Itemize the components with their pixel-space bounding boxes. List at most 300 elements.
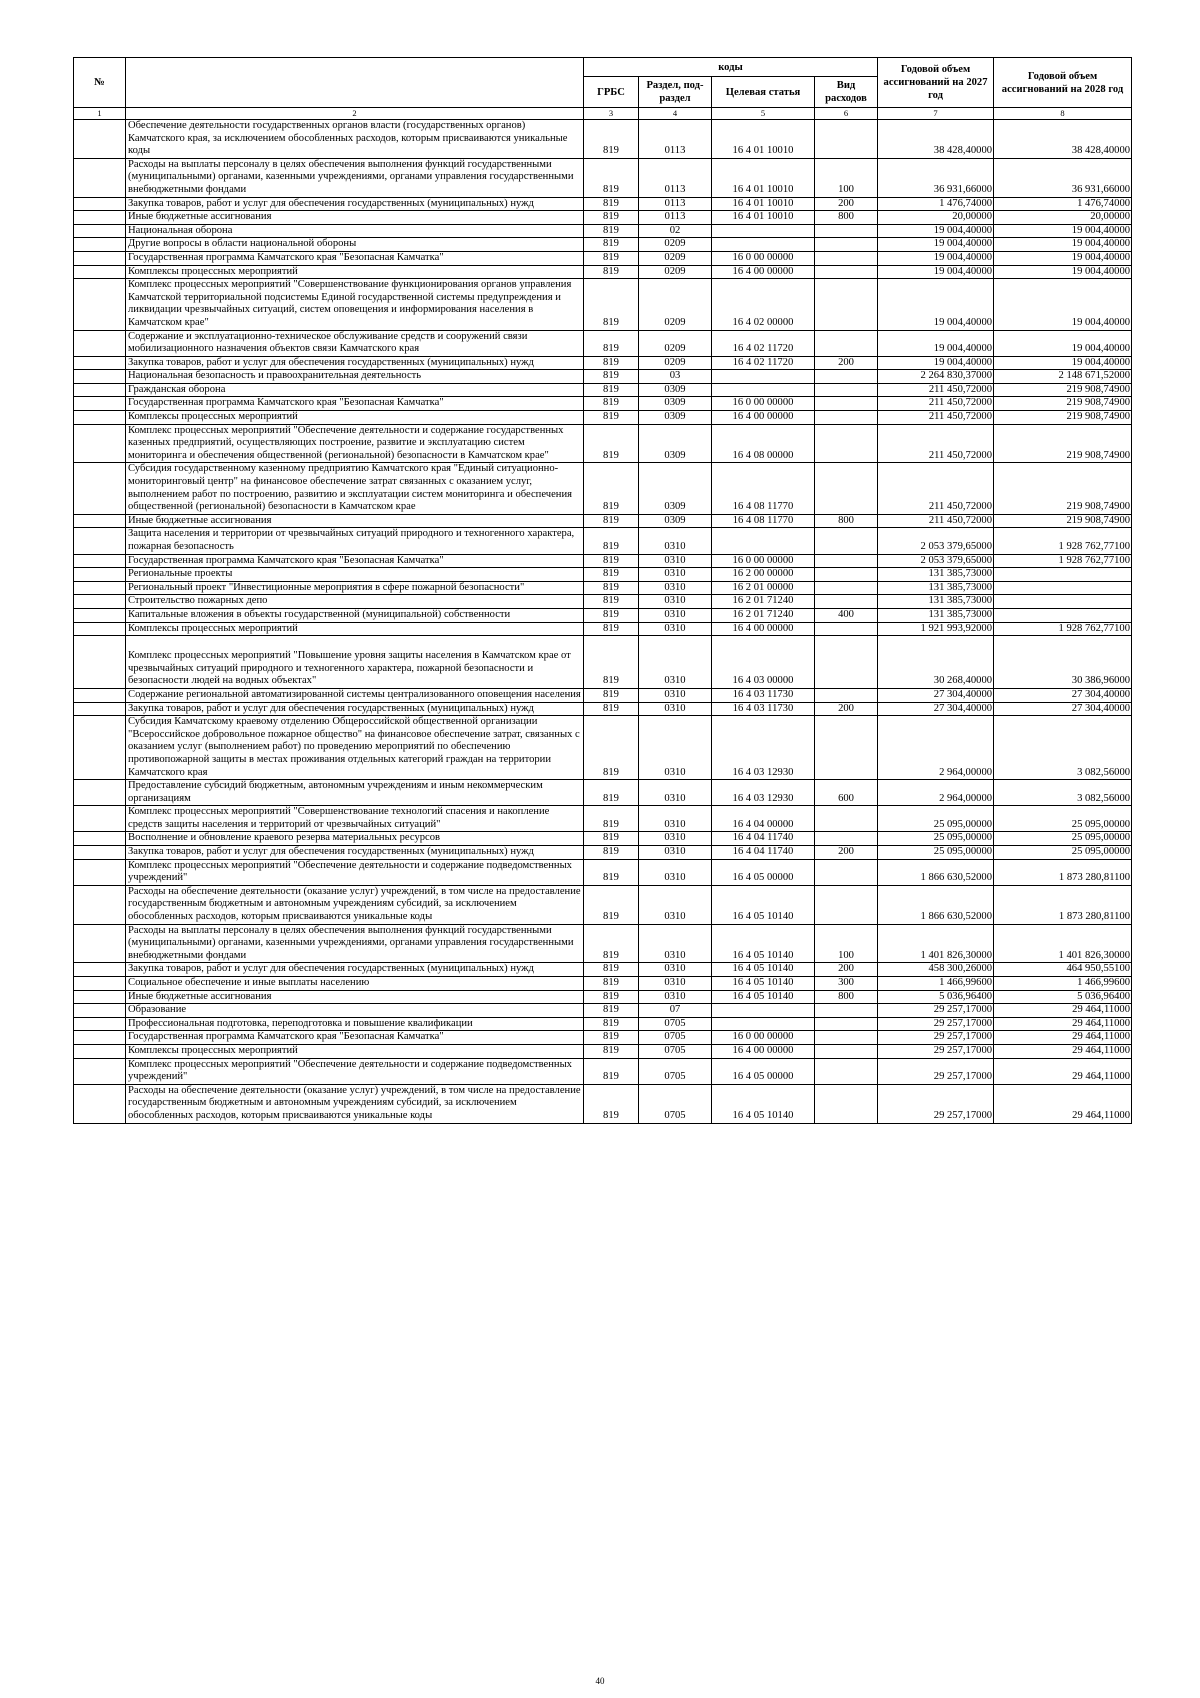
expense-name: Профессиональная подготовка, переподготовка и повышение квалификации <box>126 1017 584 1031</box>
grbs-code: 819 <box>584 528 639 554</box>
expense-name: Иные бюджетные ассигнования <box>126 211 584 225</box>
expense-type-code <box>815 370 878 384</box>
expense-type-code <box>815 120 878 159</box>
amount-2028: 29 464,11000 <box>994 1017 1132 1031</box>
amount-2027: 38 428,40000 <box>878 120 994 159</box>
amount-2028: 19 004,40000 <box>994 330 1132 356</box>
target-article-code: 16 4 02 11720 <box>712 330 815 356</box>
expense-type-code: 600 <box>815 780 878 806</box>
row-number <box>74 636 126 689</box>
table-row <box>74 688 1132 702</box>
amount-2027: 131 385,73000 <box>878 608 994 622</box>
expense-type-code <box>815 383 878 397</box>
amount-2028 <box>994 581 1132 595</box>
section-code: 0310 <box>639 622 712 636</box>
target-article-code: 16 4 05 00000 <box>712 1058 815 1084</box>
grbs-code: 819 <box>584 383 639 397</box>
row-number <box>74 990 126 1004</box>
section-code: 07 <box>639 1004 712 1018</box>
grbs-code: 819 <box>584 832 639 846</box>
expense-name: Обеспечение деятельности государственных органов власти (государственных органов) Камчатского края, за исключением обособленных расходов, которым присваиваются уникальные коды <box>126 120 584 159</box>
amount-2028: 29 464,11000 <box>994 1058 1132 1084</box>
row-number <box>74 224 126 238</box>
expense-name: Социальное обеспечение и иные выплаты населению <box>126 977 584 991</box>
grbs-code: 819 <box>584 411 639 425</box>
grbs-code: 819 <box>584 568 639 582</box>
target-article-code: 16 4 00 00000 <box>712 1044 815 1058</box>
target-article-code: 16 4 01 10010 <box>712 158 815 197</box>
section-code: 0310 <box>639 608 712 622</box>
table-row <box>74 158 1132 197</box>
target-article-code <box>712 1017 815 1031</box>
target-article-code: 16 0 00 00000 <box>712 251 815 265</box>
amount-2027: 5 036,96400 <box>878 990 994 1004</box>
table-row <box>74 330 1132 356</box>
grbs-code: 819 <box>584 885 639 924</box>
row-number <box>74 1044 126 1058</box>
grbs-code: 819 <box>584 1044 639 1058</box>
section-code: 0209 <box>639 238 712 252</box>
expense-name: Образование <box>126 1004 584 1018</box>
table-row <box>74 397 1132 411</box>
amount-2028: 29 464,11000 <box>994 1084 1132 1123</box>
grbs-code: 819 <box>584 554 639 568</box>
section-code: 0705 <box>639 1084 712 1123</box>
expense-name: Комплекс процессных мероприятий "Обеспечение деятельности и содержание подведомственных учреждений" <box>126 1058 584 1084</box>
section-code: 0310 <box>639 832 712 846</box>
table-row <box>74 636 1132 689</box>
expense-name: Расходы на обеспечение деятельности (оказание услуг) учреждений, в том числе на предоставление государственным бюджетным и автономным учреждениям субсидий, за исключением обособленных расходов, которым присваиваются уникальные коды <box>126 885 584 924</box>
amount-2027: 25 095,00000 <box>878 806 994 832</box>
expense-name: Комплекс процессных мероприятий "Повышение уровня защиты населения в Камчатском крае от чрезвычайных ситуаций природного и техногенного характера, пожарной безопасности и безопасности людей на водных объектах" <box>126 636 584 689</box>
target-article-code: 16 4 03 11730 <box>712 688 815 702</box>
expense-name: Восполнение и обновление краевого резерва материальных ресурсов <box>126 832 584 846</box>
amount-2028: 219 908,74900 <box>994 463 1132 514</box>
amount-2028: 1 401 826,30000 <box>994 924 1132 963</box>
table-row <box>74 846 1132 860</box>
table-row <box>74 1004 1132 1018</box>
amount-2027: 29 257,17000 <box>878 1017 994 1031</box>
expense-type-code: 200 <box>815 963 878 977</box>
amount-2028: 29 464,11000 <box>994 1004 1132 1018</box>
amount-2027: 131 385,73000 <box>878 568 994 582</box>
row-number <box>74 158 126 197</box>
amount-2028: 3 082,56000 <box>994 780 1132 806</box>
expense-name: Комплекс процессных мероприятий "Обеспечение деятельности и содержание государственных казенных предприятий, осуществляющих построение, развитие и эксплуатацию систем мониторинга и обеспечения общественной (региональной) безопасности в Камчатском крае" <box>126 424 584 463</box>
expense-name: Содержание региональной автоматизированной системы централизованного оповещения населения <box>126 688 584 702</box>
amount-2028: 19 004,40000 <box>994 251 1132 265</box>
amount-2027: 29 257,17000 <box>878 1044 994 1058</box>
target-article-code: 16 4 03 12930 <box>712 780 815 806</box>
section-code: 0310 <box>639 977 712 991</box>
target-article-code: 16 2 00 00000 <box>712 568 815 582</box>
target-article-code: 16 4 05 10140 <box>712 990 815 1004</box>
target-article-code: 16 4 05 00000 <box>712 859 815 885</box>
expense-name: Расходы на обеспечение деятельности (оказание услуг) учреждений, в том числе на предоставление государственным бюджетным и автономным учреждениям субсидий, за исключением обособленных расходов, которым присваиваются уникальные коды <box>126 1084 584 1123</box>
table-row <box>74 924 1132 963</box>
expense-type-code <box>815 1084 878 1123</box>
section-code: 0209 <box>639 330 712 356</box>
column-number: 2 <box>126 108 584 120</box>
expense-type-code: 200 <box>815 846 878 860</box>
column-number-row <box>74 108 1132 120</box>
budget-table <box>73 57 1132 1124</box>
section-code: 0310 <box>639 528 712 554</box>
expense-type-code <box>815 279 878 330</box>
amount-2028: 19 004,40000 <box>994 265 1132 279</box>
table-row <box>74 1017 1132 1031</box>
table-row <box>74 1031 1132 1045</box>
amount-2028: 219 908,74900 <box>994 397 1132 411</box>
expense-name: Закупка товаров, работ и услуг для обеспечения государственных (муниципальных) нужд <box>126 356 584 370</box>
table-row <box>74 806 1132 832</box>
expense-name: Гражданская оборона <box>126 383 584 397</box>
amount-2027: 19 004,40000 <box>878 224 994 238</box>
grbs-code: 819 <box>584 1017 639 1031</box>
header-year-2027: Годовой объем ассигнований на 2027 год <box>878 58 994 108</box>
table-row <box>74 859 1132 885</box>
target-article-code: 16 0 00 00000 <box>712 1031 815 1045</box>
section-code: 03 <box>639 370 712 384</box>
amount-2028: 36 931,66000 <box>994 158 1132 197</box>
grbs-code: 819 <box>584 636 639 689</box>
amount-2028: 3 082,56000 <box>994 716 1132 780</box>
row-number <box>74 370 126 384</box>
target-article-code: 16 4 04 11740 <box>712 846 815 860</box>
grbs-code: 819 <box>584 1031 639 1045</box>
grbs-code: 819 <box>584 158 639 197</box>
header-section: Раздел, под-раздел <box>639 77 712 108</box>
target-article-code: 16 4 05 10140 <box>712 977 815 991</box>
amount-2028: 1 476,74000 <box>994 197 1132 211</box>
expense-type-code <box>815 885 878 924</box>
expense-name: Национальная оборона <box>126 224 584 238</box>
grbs-code: 819 <box>584 424 639 463</box>
row-number <box>74 424 126 463</box>
section-code: 0705 <box>639 1031 712 1045</box>
grbs-code: 819 <box>584 211 639 225</box>
table-row <box>74 211 1132 225</box>
column-number: 6 <box>815 108 878 120</box>
grbs-code: 819 <box>584 977 639 991</box>
amount-2028: 25 095,00000 <box>994 846 1132 860</box>
row-number <box>74 806 126 832</box>
target-article-code <box>712 1004 815 1018</box>
expense-name: Иные бюджетные ассигнования <box>126 514 584 528</box>
expense-type-code <box>815 265 878 279</box>
section-code: 0310 <box>639 780 712 806</box>
amount-2027: 2 964,00000 <box>878 716 994 780</box>
page-number: 40 <box>595 1676 605 1686</box>
header-expense-type: Вид расходов <box>815 77 878 108</box>
expense-type-code <box>815 688 878 702</box>
target-article-code: 16 4 00 00000 <box>712 411 815 425</box>
amount-2027: 25 095,00000 <box>878 846 994 860</box>
amount-2028: 219 908,74900 <box>994 424 1132 463</box>
section-code: 0113 <box>639 197 712 211</box>
grbs-code: 819 <box>584 463 639 514</box>
expense-name: Защита населения и территории от чрезвычайных ситуаций природного и техногенного характера, пожарная безопасность <box>126 528 584 554</box>
row-number <box>74 238 126 252</box>
expense-type-code: 200 <box>815 356 878 370</box>
table-row <box>74 224 1132 238</box>
expense-type-code <box>815 1031 878 1045</box>
target-article-code: 16 4 01 10010 <box>712 197 815 211</box>
section-code: 0113 <box>639 120 712 159</box>
grbs-code: 819 <box>584 279 639 330</box>
grbs-code: 819 <box>584 622 639 636</box>
grbs-code: 819 <box>584 581 639 595</box>
amount-2027: 27 304,40000 <box>878 688 994 702</box>
row-number <box>74 832 126 846</box>
table-row <box>74 1084 1132 1123</box>
amount-2027: 211 450,72000 <box>878 397 994 411</box>
amount-2028 <box>994 568 1132 582</box>
expense-name: Государственная программа Камчатского края "Безопасная Камчатка" <box>126 397 584 411</box>
amount-2027: 27 304,40000 <box>878 702 994 716</box>
row-number <box>74 581 126 595</box>
expense-name: Содержание и эксплуатационно-техническое обслуживание средств и сооружений связи мобилизационного назначения объектов связи Камчатского края <box>126 330 584 356</box>
table-row <box>74 595 1132 609</box>
section-code: 0209 <box>639 265 712 279</box>
grbs-code: 819 <box>584 859 639 885</box>
amount-2027: 19 004,40000 <box>878 356 994 370</box>
row-number <box>74 279 126 330</box>
row-number <box>74 780 126 806</box>
expense-name: Комплекс процессных мероприятий "Обеспечение деятельности и содержание подведомственных учреждений" <box>126 859 584 885</box>
expense-type-code: 100 <box>815 924 878 963</box>
section-code: 0209 <box>639 356 712 370</box>
grbs-code: 819 <box>584 265 639 279</box>
table-row <box>74 197 1132 211</box>
row-number <box>74 251 126 265</box>
row-number <box>74 397 126 411</box>
table-row <box>74 1044 1132 1058</box>
row-number <box>74 622 126 636</box>
section-code: 0309 <box>639 514 712 528</box>
row-number <box>74 1058 126 1084</box>
section-code: 0310 <box>639 688 712 702</box>
table-row <box>74 622 1132 636</box>
target-article-code <box>712 370 815 384</box>
expense-type-code <box>815 716 878 780</box>
row-number <box>74 528 126 554</box>
expense-name: Закупка товаров, работ и услуг для обеспечения государственных (муниципальных) нужд <box>126 197 584 211</box>
row-number <box>74 977 126 991</box>
section-code: 0310 <box>639 702 712 716</box>
expense-type-code: 800 <box>815 514 878 528</box>
expense-type-code <box>815 581 878 595</box>
amount-2027: 131 385,73000 <box>878 595 994 609</box>
amount-2028: 1 873 280,81100 <box>994 859 1132 885</box>
grbs-code: 819 <box>584 197 639 211</box>
amount-2027: 211 450,72000 <box>878 463 994 514</box>
expense-name: Закупка товаров, работ и услуг для обеспечения государственных (муниципальных) нужд <box>126 702 584 716</box>
expense-name: Комплексы процессных мероприятий <box>126 1044 584 1058</box>
expense-type-code <box>815 397 878 411</box>
target-article-code: 16 4 02 11720 <box>712 356 815 370</box>
row-number <box>74 608 126 622</box>
amount-2027: 25 095,00000 <box>878 832 994 846</box>
amount-2028: 25 095,00000 <box>994 806 1132 832</box>
grbs-code: 819 <box>584 702 639 716</box>
amount-2027: 2 264 830,37000 <box>878 370 994 384</box>
table-row <box>74 702 1132 716</box>
row-number <box>74 885 126 924</box>
section-code: 0310 <box>639 581 712 595</box>
section-code: 0309 <box>639 397 712 411</box>
table-body <box>74 120 1132 1124</box>
expense-type-code <box>815 636 878 689</box>
expense-name: Другие вопросы в области национальной обороны <box>126 238 584 252</box>
row-number <box>74 716 126 780</box>
target-article-code: 16 4 03 12930 <box>712 716 815 780</box>
section-code: 0705 <box>639 1044 712 1058</box>
table-row <box>74 383 1132 397</box>
expense-type-code <box>815 411 878 425</box>
section-code: 0309 <box>639 383 712 397</box>
table-row <box>74 251 1132 265</box>
expense-name: Региональный проект "Инвестиционные мероприятия в сфере пожарной безопасности" <box>126 581 584 595</box>
target-article-code: 16 4 04 11740 <box>712 832 815 846</box>
expense-type-code: 200 <box>815 197 878 211</box>
expense-name: Государственная программа Камчатского края "Безопасная Камчатка" <box>126 251 584 265</box>
row-number <box>74 554 126 568</box>
grbs-code: 819 <box>584 120 639 159</box>
grbs-code: 819 <box>584 238 639 252</box>
amount-2028: 19 004,40000 <box>994 238 1132 252</box>
header-number: № <box>74 58 126 108</box>
row-number <box>74 1031 126 1045</box>
expense-name: Государственная программа Камчатского края "Безопасная Камчатка" <box>126 554 584 568</box>
target-article-code: 16 4 05 10140 <box>712 924 815 963</box>
target-article-code: 16 4 02 00000 <box>712 279 815 330</box>
table-row <box>74 832 1132 846</box>
target-article-code: 16 4 00 00000 <box>712 622 815 636</box>
amount-2027: 211 450,72000 <box>878 383 994 397</box>
table-row <box>74 608 1132 622</box>
expense-type-code <box>815 554 878 568</box>
amount-2028: 219 908,74900 <box>994 411 1132 425</box>
table-row <box>74 238 1132 252</box>
table-row <box>74 581 1132 595</box>
grbs-code: 819 <box>584 780 639 806</box>
amount-2027: 19 004,40000 <box>878 251 994 265</box>
expense-name: Закупка товаров, работ и услуг для обеспечения государственных (муниципальных) нужд <box>126 846 584 860</box>
expense-type-code <box>815 463 878 514</box>
row-number <box>74 846 126 860</box>
amount-2027: 211 450,72000 <box>878 424 994 463</box>
section-code: 02 <box>639 224 712 238</box>
column-number: 3 <box>584 108 639 120</box>
column-number: 4 <box>639 108 712 120</box>
amount-2028 <box>994 595 1132 609</box>
expense-name: Комплексы процессных мероприятий <box>126 265 584 279</box>
table-row <box>74 554 1132 568</box>
grbs-code: 819 <box>584 1058 639 1084</box>
column-number: 5 <box>712 108 815 120</box>
row-number <box>74 924 126 963</box>
section-code: 0310 <box>639 554 712 568</box>
amount-2028: 29 464,11000 <box>994 1044 1132 1058</box>
section-code: 0310 <box>639 963 712 977</box>
section-code: 0310 <box>639 636 712 689</box>
target-article-code: 16 0 00 00000 <box>712 397 815 411</box>
expense-type-code: 800 <box>815 990 878 1004</box>
amount-2027: 2 053 379,65000 <box>878 528 994 554</box>
section-code: 0209 <box>639 251 712 265</box>
table-row <box>74 265 1132 279</box>
amount-2027: 20,00000 <box>878 211 994 225</box>
grbs-code: 819 <box>584 1004 639 1018</box>
row-number <box>74 330 126 356</box>
amount-2027: 29 257,17000 <box>878 1058 994 1084</box>
table-row <box>74 463 1132 514</box>
table-row <box>74 514 1132 528</box>
table-row <box>74 279 1132 330</box>
grbs-code: 819 <box>584 924 639 963</box>
table-row <box>74 356 1132 370</box>
table-row <box>74 528 1132 554</box>
amount-2027: 2 053 379,65000 <box>878 554 994 568</box>
grbs-code: 819 <box>584 514 639 528</box>
expense-name: Расходы на выплаты персоналу в целях обеспечения выполнения функций государственными (муниципальными) органами, казенными учреждениями, органами управления государственными внебюджетными фондами <box>126 158 584 197</box>
row-number <box>74 265 126 279</box>
grbs-code: 819 <box>584 356 639 370</box>
amount-2028: 30 386,96000 <box>994 636 1132 689</box>
grbs-code: 819 <box>584 251 639 265</box>
amount-2027: 19 004,40000 <box>878 265 994 279</box>
row-number <box>74 514 126 528</box>
amount-2028 <box>994 608 1132 622</box>
expense-type-code <box>815 251 878 265</box>
amount-2028: 2 148 671,52000 <box>994 370 1132 384</box>
grbs-code: 819 <box>584 224 639 238</box>
expense-name: Комплексы процессных мероприятий <box>126 411 584 425</box>
target-article-code: 16 2 01 71240 <box>712 595 815 609</box>
row-number <box>74 859 126 885</box>
amount-2027: 1 866 630,52000 <box>878 885 994 924</box>
table-row <box>74 120 1132 159</box>
grbs-code: 819 <box>584 716 639 780</box>
amount-2027: 30 268,40000 <box>878 636 994 689</box>
section-code: 0705 <box>639 1017 712 1031</box>
table-row <box>74 370 1132 384</box>
amount-2028: 19 004,40000 <box>994 224 1132 238</box>
target-article-code: 16 4 05 10140 <box>712 963 815 977</box>
amount-2027: 36 931,66000 <box>878 158 994 197</box>
amount-2027: 29 257,17000 <box>878 1031 994 1045</box>
header-year-2028: Годовой объем ассигнований на 2028 год <box>994 58 1132 108</box>
expense-type-code <box>815 832 878 846</box>
amount-2028: 1 928 762,77100 <box>994 554 1132 568</box>
amount-2028: 38 428,40000 <box>994 120 1132 159</box>
amount-2028: 1 928 762,77100 <box>994 528 1132 554</box>
expense-type-code <box>815 595 878 609</box>
expense-name: Иные бюджетные ассигнования <box>126 990 584 1004</box>
table-row <box>74 885 1132 924</box>
target-article-code: 16 4 04 00000 <box>712 806 815 832</box>
amount-2027: 1 866 630,52000 <box>878 859 994 885</box>
header-target-article: Целевая статья <box>712 77 815 108</box>
header-name <box>126 58 584 108</box>
row-number <box>74 356 126 370</box>
table-row <box>74 963 1132 977</box>
section-code: 0310 <box>639 568 712 582</box>
expense-type-code <box>815 424 878 463</box>
section-code: 0310 <box>639 716 712 780</box>
grbs-code: 819 <box>584 397 639 411</box>
